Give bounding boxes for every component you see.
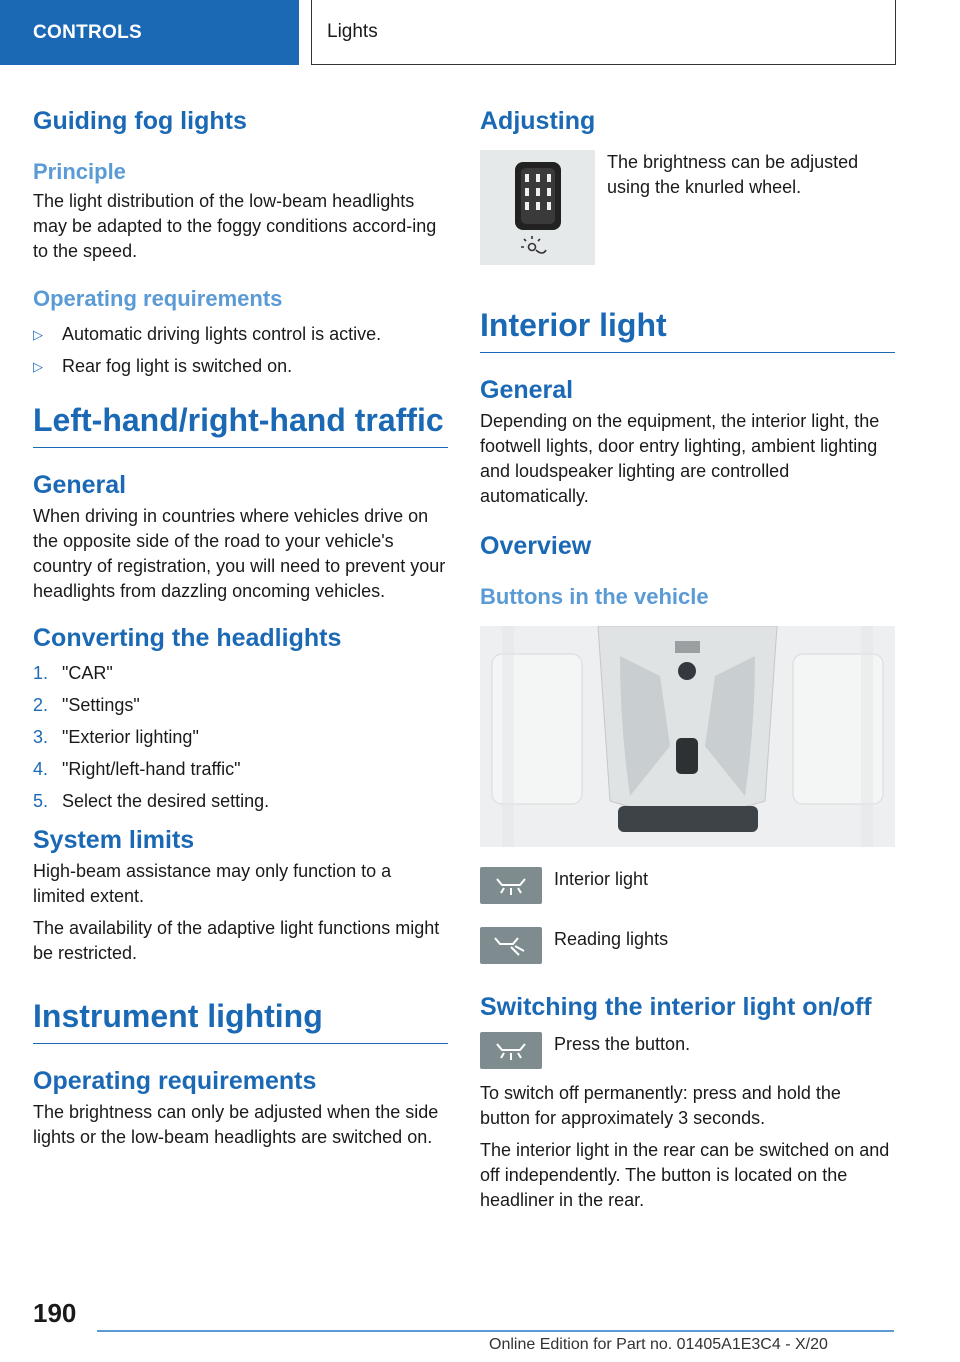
traffic-general-text: When driving in countries where vehicles drive on the opposite side of the road to your vehicle's country of registration, you will need to prevent your headlights from dazzling oncoming vehicles. xyxy=(33,506,446,601)
list-item: ▷ Automatic driving lights control is active. xyxy=(33,322,448,347)
chapter-header xyxy=(311,0,896,65)
page-number: 190 xyxy=(33,1298,77,1328)
list-item: 1. "CAR" xyxy=(33,663,113,683)
rear-light-text: The interior light in the rear can be switched on and off independently. The button is located on the headliner in the rear. xyxy=(480,1140,890,1210)
edition-note: Online Edition for Part no. 01405A1E3C4 - X/20 xyxy=(489,1336,828,1353)
fog-heading: Guiding fog lights xyxy=(33,107,247,135)
list-item: 5. Select the desired setting. xyxy=(33,791,270,811)
adjusting-heading: Adjusting xyxy=(480,107,596,135)
press-text: Press the button. xyxy=(554,1034,691,1054)
interior-light-icon xyxy=(480,867,542,904)
fog-requirements-list xyxy=(33,322,448,379)
knurled-wheel-image xyxy=(480,150,595,265)
limits-heading: System limits xyxy=(33,826,195,854)
headliner-console-image xyxy=(480,626,895,847)
interior-general-heading: General xyxy=(480,376,574,404)
list-item: 2. "Settings" xyxy=(33,695,140,715)
limits-text-1: High-beam assistance may only function to a limited extent. xyxy=(33,861,392,906)
adjusting-text: The brightness can be adjusted using the knurled wheel. xyxy=(607,152,859,197)
switch-off-text: To switch off permanently: press and hold the button for approximately 3 seconds. xyxy=(480,1083,841,1128)
legend-reading-lights xyxy=(480,927,895,964)
instrument-heading: Instrument lighting xyxy=(33,993,448,1044)
section-label: CONTROLS xyxy=(33,21,143,43)
instrument-requirements-heading: Operating requirements xyxy=(33,1067,317,1095)
triangle-bullet-icon: ▷ xyxy=(33,359,43,374)
left-column xyxy=(33,100,448,1150)
convert-steps xyxy=(33,661,448,814)
interior-light-button-icon xyxy=(480,1032,542,1069)
fog-requirements-heading: Operating requirements xyxy=(33,286,283,311)
reading-lights-icon xyxy=(480,927,542,964)
legend-interior-light xyxy=(480,867,895,904)
interior-general-text: Depending on the equipment, the interior light, the footwell lights, door entry lighting, ambient lighting and loudspeaker lighting are controlled automatically. xyxy=(480,411,880,506)
interior-heading: Interior light xyxy=(480,302,895,353)
legend-interior-light-label: Interior light xyxy=(554,869,649,889)
traffic-heading: Left-hand/right-hand traffic xyxy=(33,397,448,448)
section-tab xyxy=(0,0,299,65)
chapter-title: Lights xyxy=(327,21,378,42)
buttons-heading: Buttons in the vehicle xyxy=(480,584,709,609)
list-item: 3. "Exterior lighting" xyxy=(33,727,199,747)
triangle-bullet-icon: ▷ xyxy=(33,327,43,342)
principle-heading: Principle xyxy=(33,159,126,184)
traffic-general-heading: General xyxy=(33,471,127,499)
limits-text-2: The availability of the adaptive light functions might be restricted. xyxy=(33,918,440,963)
footer-divider xyxy=(97,1330,894,1332)
list-item: 4. "Right/left-hand traffic" xyxy=(33,759,241,779)
principle-text: The light distribution of the low-beam headlights may be adapted to the foggy conditions accord-ing to the speed. xyxy=(33,191,437,261)
switch-heading: Switching the interior light on/off xyxy=(480,993,872,1021)
press-button-row xyxy=(480,1032,895,1069)
convert-heading: Converting the headlights xyxy=(33,624,342,652)
overview-heading: Overview xyxy=(480,532,592,560)
legend-reading-lights-label: Reading lights xyxy=(554,929,669,949)
right-column xyxy=(480,100,895,1213)
list-item: ▷ Rear fog light is switched on. xyxy=(33,354,448,379)
instrument-requirements-text: The brightness can only be adjusted when the side lights or the low-beam headlights are switched on. xyxy=(33,1102,439,1147)
